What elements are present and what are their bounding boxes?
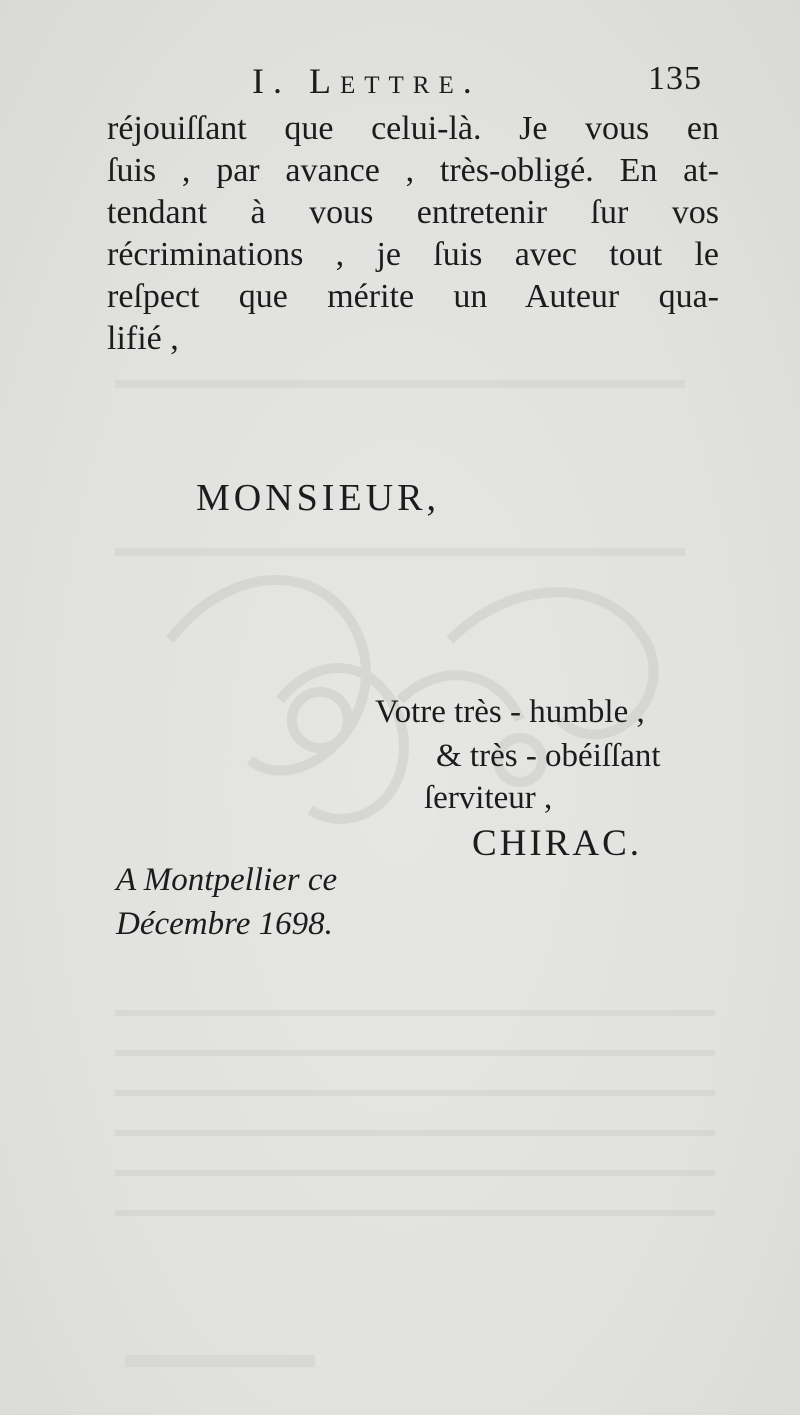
- signature: CHIRAC.: [472, 823, 643, 864]
- page-number: 135: [648, 60, 702, 97]
- text-line: tendant à vous entretenir ſur vos: [107, 194, 719, 231]
- running-header: [0, 60, 800, 110]
- text-line: réjouiſſant que celui-là. Je vous en: [107, 110, 719, 147]
- closing-line: ſerviteur ,: [424, 780, 553, 816]
- closing-line: Votre très - humble ,: [375, 694, 645, 730]
- running-title: I. Lettre.: [252, 61, 481, 101]
- text-line: ſuis , par avance , très-obligé. En at-: [107, 152, 719, 189]
- dateline-place: A Montpellier ce: [116, 862, 338, 898]
- text-line: lifié ,: [107, 320, 179, 357]
- text-line: récriminations , je ſuis avec tout le: [107, 236, 719, 273]
- dateline-date: Décembre 1698.: [116, 906, 333, 942]
- text-line: reſpect que mérite un Auteur qua-: [107, 278, 719, 315]
- dateline: [116, 858, 337, 946]
- salutation: MONSIEUR,: [196, 477, 440, 519]
- body-paragraph: [107, 108, 719, 360]
- closing-line: & très - obéiſſant: [436, 738, 661, 774]
